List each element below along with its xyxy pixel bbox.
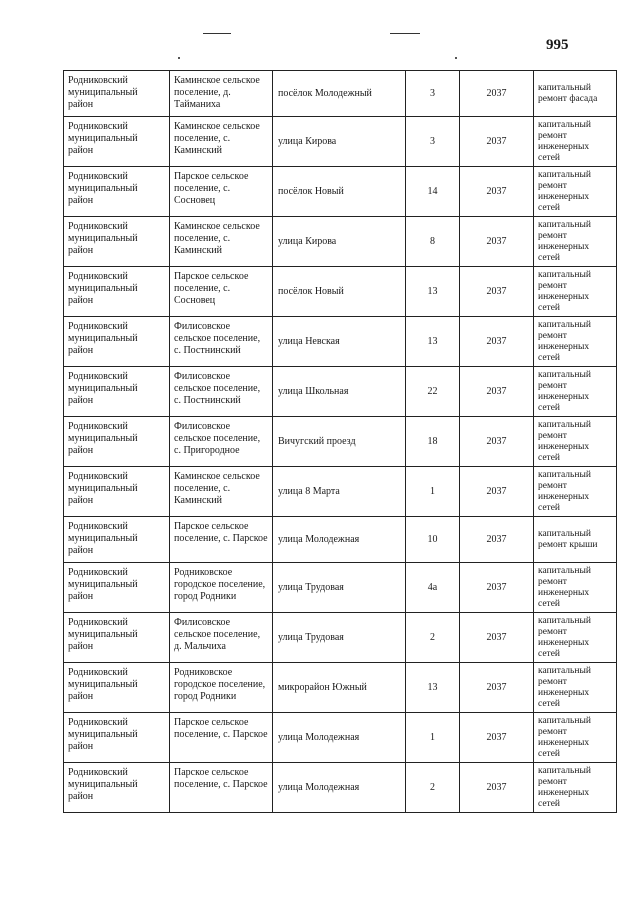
street-cell: улица Трудовая: [273, 613, 406, 663]
table-row: [64, 663, 617, 713]
settlement-cell: Парское сельское поселение, с. Сосновец: [170, 267, 273, 317]
table-row: [64, 317, 617, 367]
year-cell: 2037: [460, 417, 534, 467]
year-cell: 2037: [460, 713, 534, 763]
scan-dot: [178, 57, 180, 59]
street-cell: посёлок Новый: [273, 267, 406, 317]
table-row: [64, 267, 617, 317]
year-cell: 2037: [460, 763, 534, 813]
year-cell: 2037: [460, 517, 534, 563]
house-number-cell: 2: [406, 763, 460, 813]
district-cell: Родниковский муниципальный район: [64, 417, 170, 467]
year-cell: 2037: [460, 467, 534, 517]
settlement-cell: Каминское сельское поселение, д. Тайманиха: [170, 71, 273, 117]
house-number-cell: 4а: [406, 563, 460, 613]
street-cell: улица Школьная: [273, 367, 406, 417]
year-cell: 2037: [460, 613, 534, 663]
year-cell: 2037: [460, 217, 534, 267]
settlement-cell: Родниковское городское поселение, город Родники: [170, 663, 273, 713]
table-row: [64, 563, 617, 613]
work-type-cell: капитальный ремонт инженерных сетей: [534, 117, 617, 167]
house-number-cell: 8: [406, 217, 460, 267]
work-type-cell: капитальный ремонт инженерных сетей: [534, 167, 617, 217]
table-row: [64, 167, 617, 217]
street-cell: улица Молодежная: [273, 763, 406, 813]
house-number-cell: 2: [406, 613, 460, 663]
table-body: [64, 71, 617, 813]
settlement-cell: Филисовское сельское поселение, с. Пригородное: [170, 417, 273, 467]
district-cell: Родниковский муниципальный район: [64, 267, 170, 317]
district-cell: Родниковский муниципальный район: [64, 467, 170, 517]
district-cell: Родниковский муниципальный район: [64, 71, 170, 117]
work-type-cell: капитальный ремонт инженерных сетей: [534, 713, 617, 763]
street-cell: улица Молодежная: [273, 713, 406, 763]
district-cell: Родниковский муниципальный район: [64, 367, 170, 417]
house-number-cell: 13: [406, 317, 460, 367]
work-type-cell: капитальный ремонт инженерных сетей: [534, 267, 617, 317]
table-row: [64, 763, 617, 813]
settlement-cell: Родниковское городское поселение, город Родники: [170, 563, 273, 613]
street-cell: посёлок Новый: [273, 167, 406, 217]
work-type-cell: капитальный ремонт инженерных сетей: [534, 763, 617, 813]
scan-mark: [203, 33, 231, 34]
settlement-cell: Парское сельское поселение, с. Парское: [170, 763, 273, 813]
work-type-cell: капитальный ремонт инженерных сетей: [534, 663, 617, 713]
settlement-cell: Филисовское сельское поселение, д. Мальчиха: [170, 613, 273, 663]
year-cell: 2037: [460, 663, 534, 713]
district-cell: Родниковский муниципальный район: [64, 517, 170, 563]
year-cell: 2037: [460, 267, 534, 317]
house-number-cell: 22: [406, 367, 460, 417]
street-cell: улица 8 Марта: [273, 467, 406, 517]
settlement-cell: Парское сельское поселение, с. Сосновец: [170, 167, 273, 217]
district-cell: Родниковский муниципальный район: [64, 317, 170, 367]
table-row: [64, 367, 617, 417]
street-cell: улица Трудовая: [273, 563, 406, 613]
district-cell: Родниковский муниципальный район: [64, 713, 170, 763]
district-cell: Родниковский муниципальный район: [64, 563, 170, 613]
work-type-cell: капитальный ремонт инженерных сетей: [534, 563, 617, 613]
settlement-cell: Каминское сельское поселение, с. Каминский: [170, 467, 273, 517]
page-number: 995: [546, 37, 569, 53]
house-number-cell: 14: [406, 167, 460, 217]
year-cell: 2037: [460, 71, 534, 117]
work-type-cell: капитальный ремонт инженерных сетей: [534, 317, 617, 367]
scan-mark: [390, 33, 420, 34]
settlement-cell: Парское сельское поселение, с. Парское: [170, 517, 273, 563]
work-type-cell: капитальный ремонт инженерных сетей: [534, 367, 617, 417]
year-cell: 2037: [460, 317, 534, 367]
street-cell: улица Невская: [273, 317, 406, 367]
street-cell: посёлок Молодежный: [273, 71, 406, 117]
house-number-cell: 18: [406, 417, 460, 467]
year-cell: 2037: [460, 167, 534, 217]
house-number-cell: 13: [406, 663, 460, 713]
house-number-cell: 3: [406, 117, 460, 167]
street-cell: улица Кирова: [273, 117, 406, 167]
table-row: [64, 613, 617, 663]
district-cell: Родниковский муниципальный район: [64, 613, 170, 663]
district-cell: Родниковский муниципальный район: [64, 217, 170, 267]
house-number-cell: 3: [406, 71, 460, 117]
work-type-cell: капитальный ремонт инженерных сетей: [534, 217, 617, 267]
table-row: [64, 417, 617, 467]
street-cell: Вичугский проезд: [273, 417, 406, 467]
house-number-cell: 1: [406, 713, 460, 763]
house-number-cell: 10: [406, 517, 460, 563]
settlement-cell: Филисовское сельское поселение, с. Постнинский: [170, 367, 273, 417]
settlement-cell: Филисовское сельское поселение, с. Постнинский: [170, 317, 273, 367]
street-cell: улица Молодежная: [273, 517, 406, 563]
scan-dot: [455, 57, 457, 59]
table-row: [64, 467, 617, 517]
district-cell: Родниковский муниципальный район: [64, 763, 170, 813]
work-type-cell: капитальный ремонт крыши: [534, 517, 617, 563]
district-cell: Родниковский муниципальный район: [64, 167, 170, 217]
table-row: [64, 117, 617, 167]
settlement-cell: Каминское сельское поселение, с. Каминский: [170, 217, 273, 267]
settlement-cell: Парское сельское поселение, с. Парское: [170, 713, 273, 763]
table-row: [64, 217, 617, 267]
work-type-cell: капитальный ремонт инженерных сетей: [534, 613, 617, 663]
year-cell: 2037: [460, 563, 534, 613]
work-type-cell: капитальный ремонт фасада: [534, 71, 617, 117]
work-type-cell: капитальный ремонт инженерных сетей: [534, 417, 617, 467]
street-cell: микрорайон Южный: [273, 663, 406, 713]
table-row: [64, 71, 617, 117]
year-cell: 2037: [460, 367, 534, 417]
district-cell: Родниковский муниципальный район: [64, 117, 170, 167]
house-number-cell: 13: [406, 267, 460, 317]
district-cell: Родниковский муниципальный район: [64, 663, 170, 713]
settlement-cell: Каминское сельское поселение, с. Каминский: [170, 117, 273, 167]
work-type-cell: капитальный ремонт инженерных сетей: [534, 467, 617, 517]
works-table: [63, 70, 617, 813]
table-row: [64, 713, 617, 763]
street-cell: улица Кирова: [273, 217, 406, 267]
house-number-cell: 1: [406, 467, 460, 517]
year-cell: 2037: [460, 117, 534, 167]
table-row: [64, 517, 617, 563]
